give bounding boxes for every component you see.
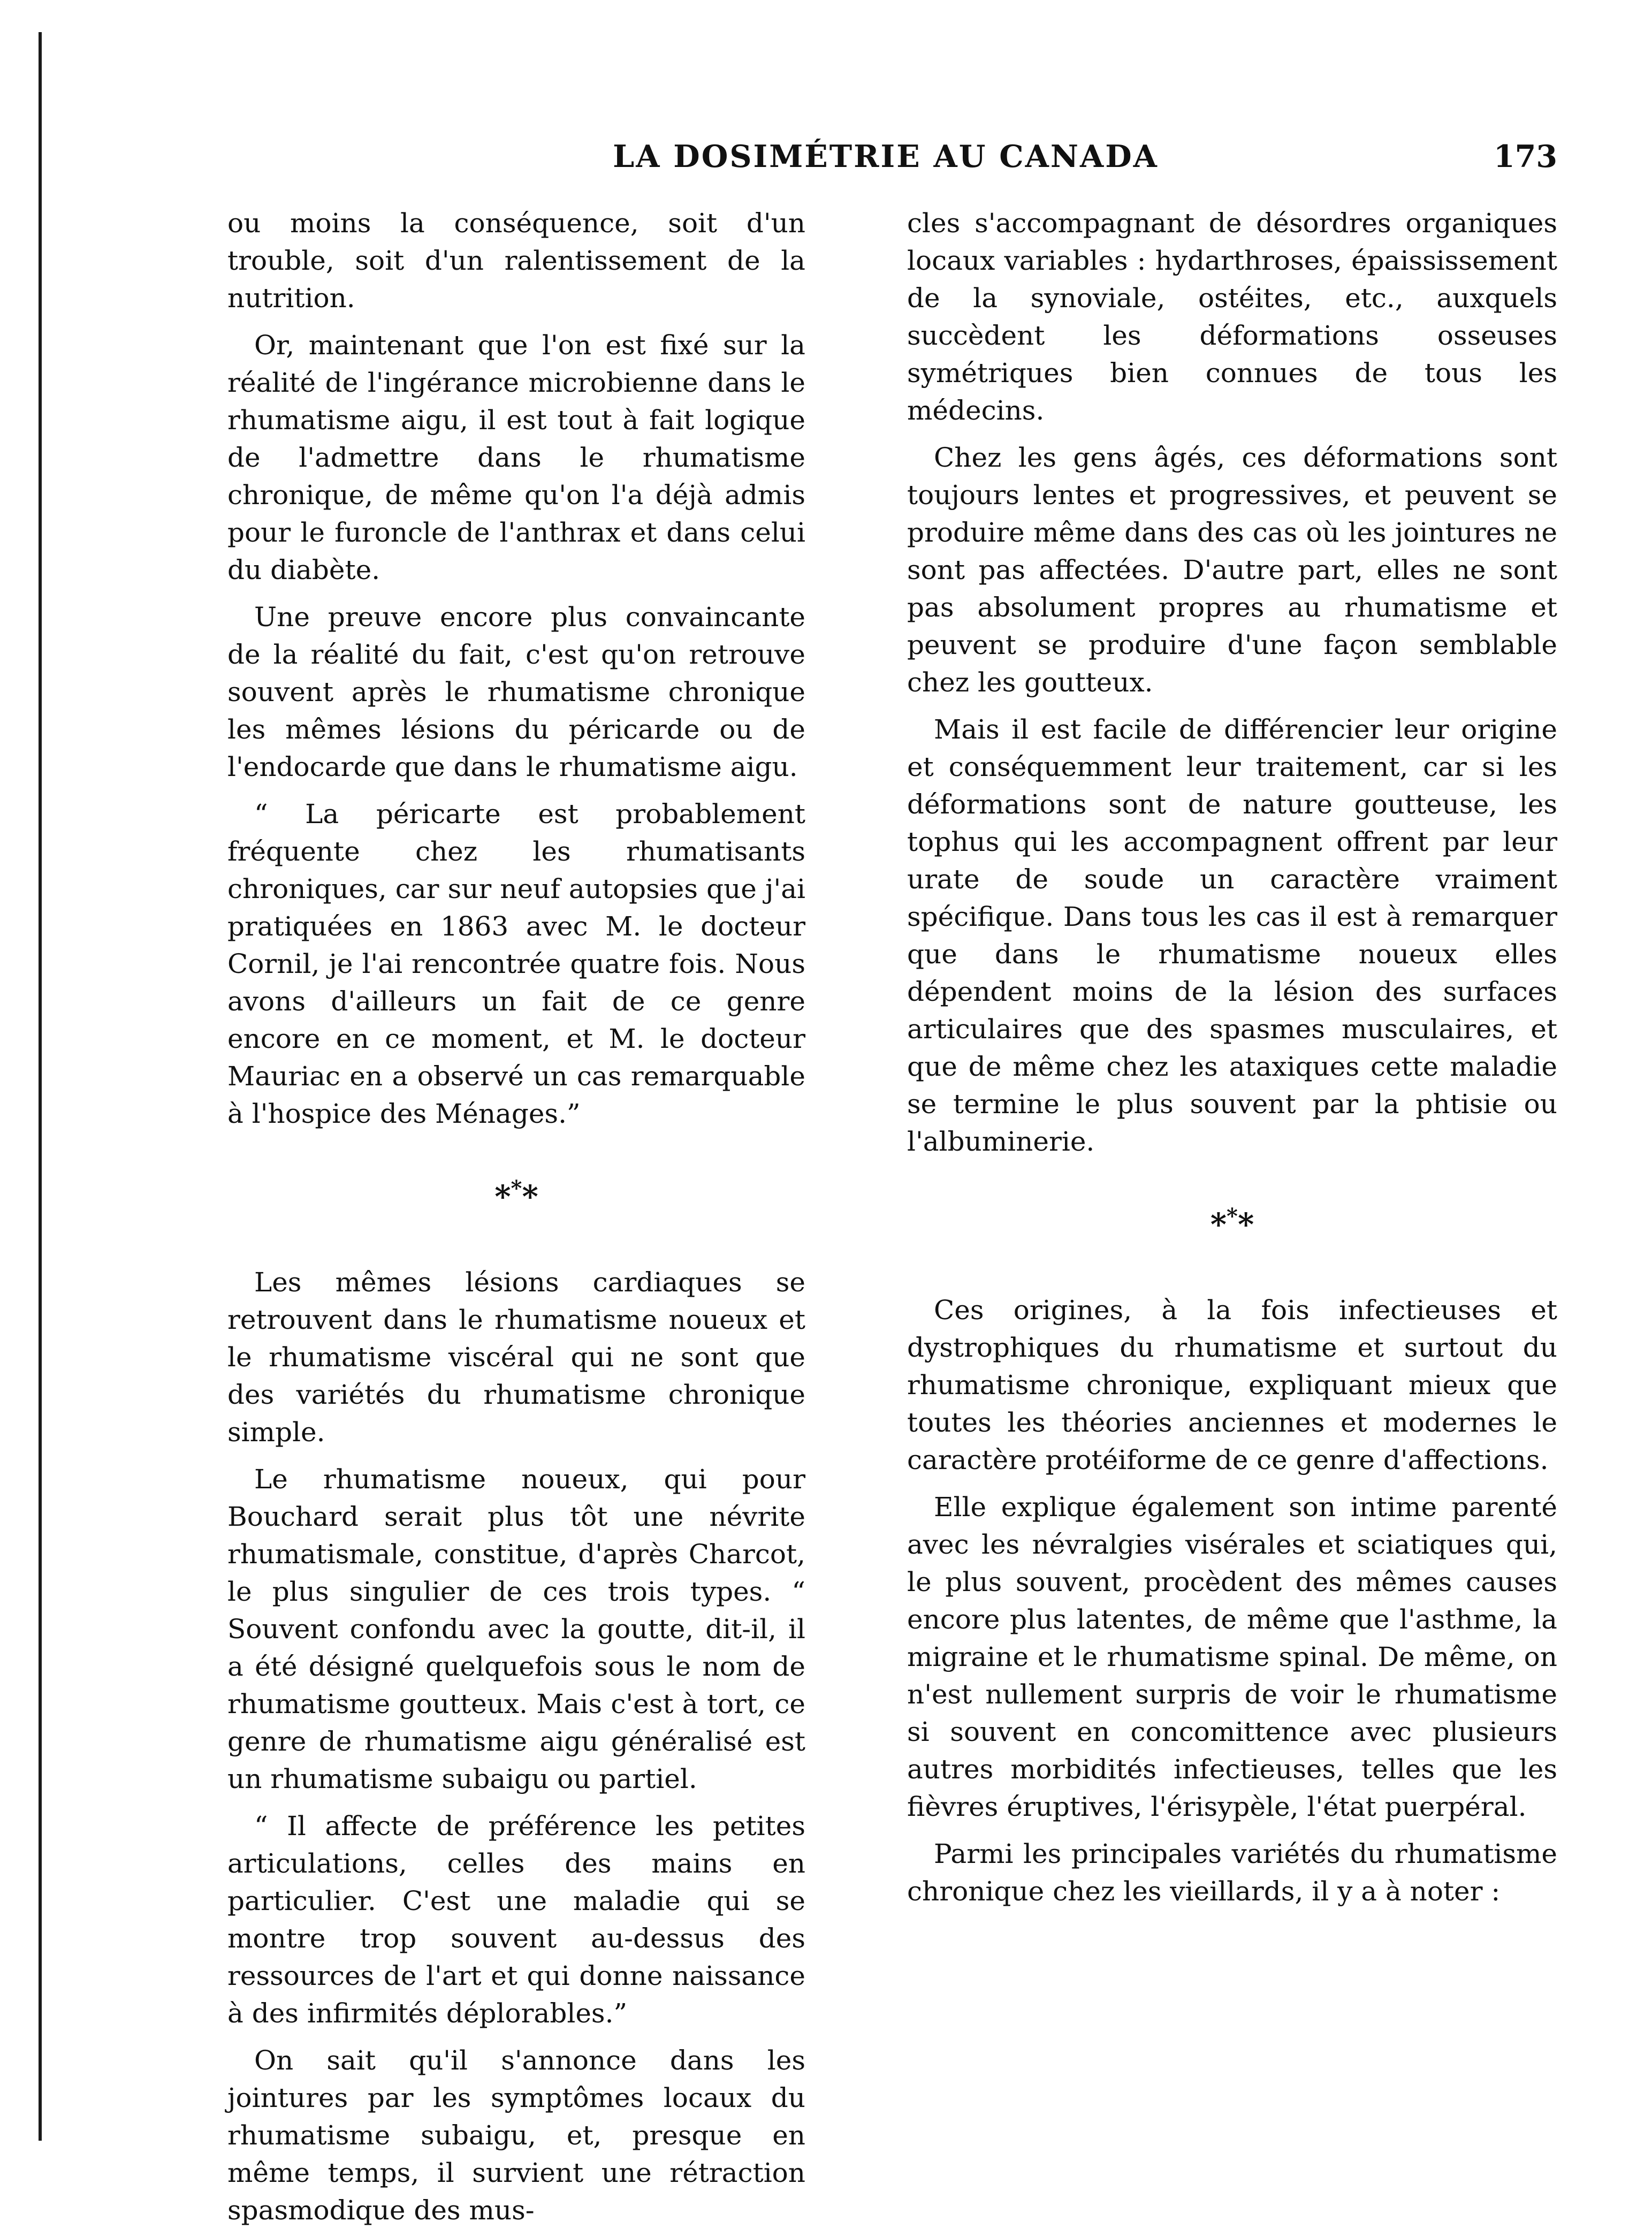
asterism-star: *: [1210, 1206, 1227, 1243]
paragraph: ou moins la conséquence, soit d'un trouble, soit d'un ralentissement de la nutrition.: [227, 208, 805, 314]
paragraph: Le rhumatisme noueux, qui pour Bouchard serait plus tôt une névrite rhumatismale, constitue, d'après Charcot, le plus singulier de ces trois types. “ Souvent confondu avec la goutte, dit-il, il a été désigné quelquefois sous le nom de rhumatisme goutteux. Mais c'est à tort, ce genre de rhumatisme aigu généralisé est un rhumatisme subaigu ou partiel.: [227, 1464, 805, 1794]
section-asterism: [227, 1170, 805, 1215]
paragraph: Ces origines, à la fois infectieuses et dystrophiques du rhumatisme et surtout du rhumatisme chronique, expliquant mieux que toutes les théories anciennes et modernes le caractère protéiforme de ce genre d'affections.: [907, 1295, 1557, 1475]
asterism-star: *: [1237, 1206, 1254, 1243]
paragraph: Mais il est facile de différencier leur origine et conséquemment leur traitement, car si les déformations sont de nature goutteuse, les tophus qui les accompagnent offrent par leur urate de soude un caractère vraiment spécifique. Dans tous les cas il est à remarquer que dans le rhumatisme noueux elles dépendent moins de la lésion des surfaces articulaires que des spasmes musculaires, et que de même chez les ataxiques cette maladie se termine le plus souvent par la phtisie ou l'albuminerie.: [907, 714, 1557, 1157]
page-number: 173: [1494, 139, 1557, 174]
paragraph: On sait qu'il s'annonce dans les jointures par les symptômes locaux du rhumatisme subaigu, et, presque en même temps, il survient une rétraction spasmodique des mus-: [227, 2045, 805, 2226]
paragraph: Chez les gens âgés, ces déformations sont toujours lentes et progressives, et peuvent se produire même dans des cas où les jointures ne sont pas affectées. D'autre part, elles ne sont pas absolument propres au rhumatisme et peuvent se produire d'une façon semblable chez les goutteux.: [907, 442, 1557, 698]
quote-paragraph: “ La péricarte est probablement fréquente chez les rhumatisants chroniques, car sur neuf autopsies que j'ai pratiquées en 1863 avec M. le docteur Cornil, je l'ai rencontrée quatre fois. Nous avons d'ailleurs un fait de ce genre encore en ce moment, et M. le docteur Mauriac en a observé un cas remarquable à l'hospice des Ménages.”: [227, 798, 805, 1129]
left-column: [227, 204, 805, 2229]
paragraph: Or, maintenant que l'on est fixé sur la réalité de l'ingérance microbienne dans le rhumatisme aigu, il est tout à fait logique de l'admettre dans le rhumatisme chronique, de même qu'on l'a déjà admis pour le furoncle de l'anthrax et dans celui du diabète.: [227, 330, 805, 585]
running-title: LA DOSIMÉTRIE AU CANADA: [613, 139, 1159, 174]
asterism-star: *: [1227, 1204, 1238, 1229]
paragraph: Une preuve encore plus convaincante de la réalité du fait, c'est qu'on retrouve souvent après le rhumatisme chronique les mêmes lésions du péricarde ou de l'endocarde que dans le rhumatisme aigu.: [227, 602, 805, 782]
asterism-star: *: [511, 1176, 522, 1201]
binding-edge-rule: [39, 32, 42, 2141]
paragraph: Elle explique également son intime parenté avec les névralgies visérales et sciatiques qui, le plus souvent, procèdent des mêmes causes encore plus latentes, de même que l'asthme, la migraine et le rhumatisme spinal. De même, on n'est nullement surpris de voir le rhumatisme si souvent en concomittence avec plusieurs autres morbidités infectieuses, telles que les fièvres éruptives, l'érisypèle, l'état puerpéral.: [907, 1492, 1557, 1822]
quote-paragraph: “ Il affecte de préférence les petites articulations, celles des mains en particulier. C'est une maladie qui se montre trop souvent au-dessus des ressources de l'art et qui donne naissance à des infirmités déplorables.”: [227, 1810, 805, 2029]
paragraph: cles s'accompagnant de désordres organiques locaux variables : hydarthroses, épaississement de la synoviale, ostéites, etc., auxquels succèdent les déformations osseuses symétriques bien connues de tous les médecins.: [907, 208, 1557, 426]
asterism-star: *: [494, 1178, 511, 1215]
paragraph: Parmi les principales variétés du rhumatisme chronique chez les vieillards, il y a à noter :: [907, 1838, 1557, 1907]
paragraph: Les mêmes lésions cardiaques se retrouvent dans le rhumatisme noueux et le rhumatisme viscéral qui ne sont que des variétés du rhumatisme chronique simple.: [227, 1267, 805, 1448]
asterism-star: *: [522, 1178, 538, 1215]
section-asterism: [907, 1198, 1557, 1243]
page-header: [214, 133, 1557, 181]
right-column: [907, 204, 1557, 1910]
